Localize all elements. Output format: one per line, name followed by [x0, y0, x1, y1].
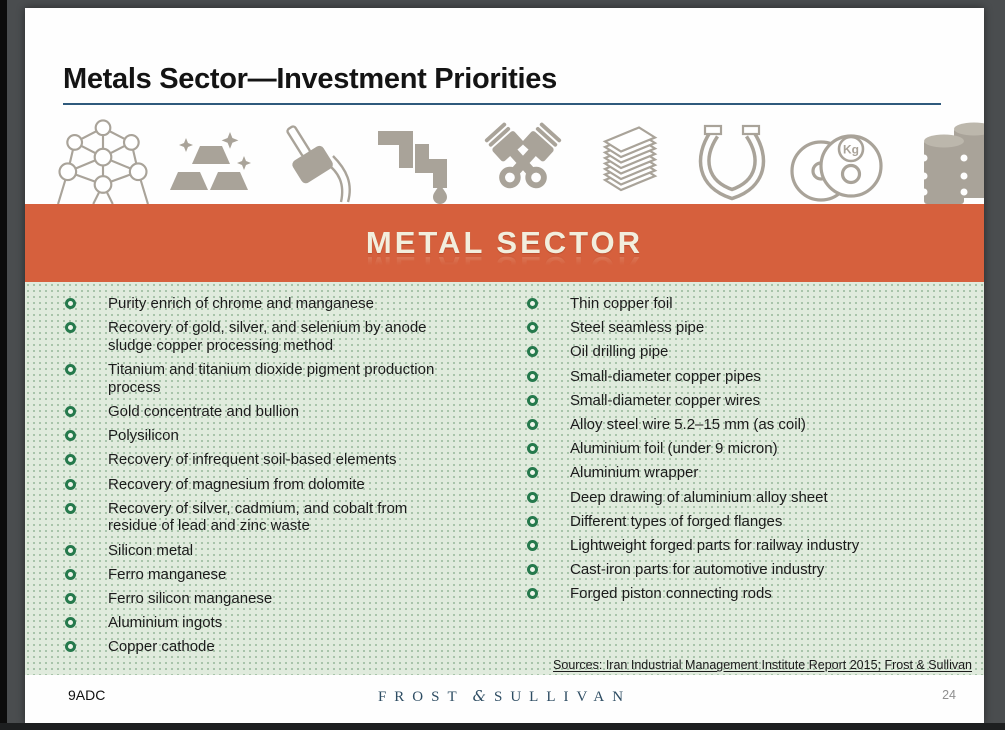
atomium-icon	[53, 118, 153, 204]
list-item: Lightweight forged parts for railway industry	[527, 537, 967, 555]
bullet-icon	[65, 641, 76, 652]
slide	[25, 8, 984, 723]
pipe-drip-icon	[368, 118, 464, 204]
priorities-column-left	[65, 282, 527, 675]
list-item: Small-diameter copper wires	[527, 392, 967, 410]
gold-bars-icon	[162, 130, 258, 204]
bullet-icon	[527, 419, 538, 430]
casting-ladle-icon	[267, 118, 359, 204]
bullet-icon	[65, 430, 76, 441]
bullet-icon	[527, 371, 538, 382]
bullet-icon	[65, 569, 76, 580]
bullet-icon	[65, 479, 76, 490]
priorities-column-right	[527, 282, 967, 675]
list-item: Silicon metal	[65, 542, 527, 560]
bullet-icon	[65, 593, 76, 604]
list-item: Polysilicon	[65, 427, 527, 445]
list-item: Aluminium ingots	[65, 614, 527, 632]
title-divider	[63, 103, 941, 105]
bullet-icon	[527, 298, 538, 309]
list-item: Recovery of silver, cadmium, and cobalt from residue of lead and zinc waste	[65, 500, 527, 535]
bullet-icon	[527, 540, 538, 551]
bullet-icon	[527, 346, 538, 357]
bullet-icon	[527, 395, 538, 406]
list-item: Titanium and titanium dioxide pigment production process	[65, 361, 527, 396]
bullet-icon	[65, 545, 76, 556]
list-item: Aluminium wrapper	[527, 464, 967, 482]
list-item: Cast-iron parts for automotive industry	[527, 561, 967, 579]
bullet-icon	[65, 298, 76, 309]
bullet-icon	[527, 322, 538, 333]
weights-kg-icon	[787, 122, 887, 204]
brand-word-sullivan: SULLIVAN	[493, 689, 632, 705]
page-title: Metals Sector—Investment Priorities	[63, 63, 557, 95]
window-frame-bottom-edge	[0, 723, 1005, 730]
horseshoe-icon	[686, 122, 778, 204]
section-banner	[25, 204, 984, 282]
list-item: Deep drawing of aluminium alloy sheet	[527, 489, 967, 507]
window-frame-left-edge	[0, 0, 7, 730]
brand-ampersand: &	[472, 687, 486, 705]
list-item: Steel seamless pipe	[527, 319, 967, 337]
bullet-icon	[65, 454, 76, 465]
list-item: Purity enrich of chrome and manganese	[65, 295, 527, 313]
oil-barrels-icon	[896, 120, 984, 204]
priorities-panel	[25, 282, 984, 675]
list-item: Ferro manganese	[65, 566, 527, 584]
list-item: Recovery of infrequent soil-based elements	[65, 451, 527, 469]
brand-word-frost: FROST	[377, 689, 465, 705]
list-item: Different types of forged flanges	[527, 513, 967, 531]
list-item: Recovery of gold, silver, and selenium by anode sludge copper processing method	[65, 319, 527, 354]
sheet-stack-icon	[581, 118, 677, 204]
bullet-icon	[527, 492, 538, 503]
bullet-icon	[527, 516, 538, 527]
list-item: Ferro silicon manganese	[65, 590, 527, 608]
list-item: Forged piston connecting rods	[527, 585, 967, 603]
sources-note: Sources: Iran Industrial Management Institute Report 2015; Frost & Sullivan	[553, 658, 972, 672]
section-banner-label: METAL SECTOR	[365, 225, 644, 260]
bullet-icon	[65, 406, 76, 417]
footer-code: 9ADC	[68, 687, 106, 703]
bullet-icon	[65, 322, 76, 333]
bullet-icon	[527, 564, 538, 575]
slide-footer	[25, 675, 984, 721]
bullet-icon	[65, 364, 76, 375]
frost-sullivan-logo	[25, 687, 984, 706]
list-item: Aluminium foil (under 9 micron)	[527, 440, 967, 458]
page-number: 24	[942, 688, 956, 702]
bullet-icon	[527, 588, 538, 599]
bullet-icon	[527, 467, 538, 478]
list-item: Alloy steel wire 5.2–15 mm (as coil)	[527, 416, 967, 434]
list-item: Small-diameter copper pipes	[527, 368, 967, 386]
list-item: Recovery of magnesium from dolomite	[65, 476, 527, 494]
kg-label: Kg	[843, 142, 860, 157]
metal-icons-row	[25, 118, 984, 204]
bullet-icon	[65, 617, 76, 628]
list-item: Gold concentrate and bullion	[65, 403, 527, 421]
list-item: Copper cathode	[65, 638, 527, 656]
bullet-icon	[65, 503, 76, 514]
bullet-icon	[527, 443, 538, 454]
list-item: Oil drilling pipe	[527, 343, 967, 361]
list-item: Thin copper foil	[527, 295, 967, 313]
pistons-icon	[473, 118, 573, 204]
